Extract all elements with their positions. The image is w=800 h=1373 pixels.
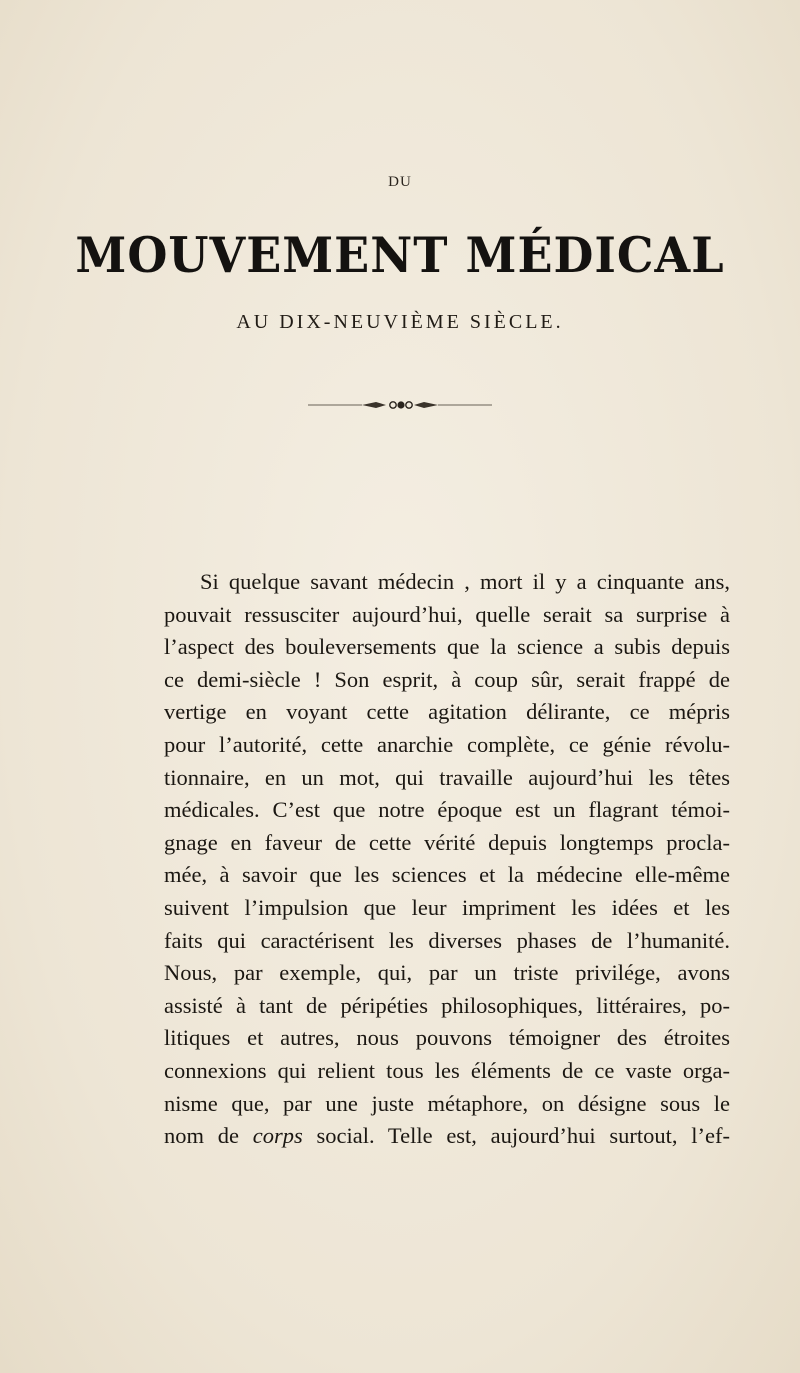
- text-line: Si quelque savant médecin , mort il y a cinquante ans,: [200, 569, 730, 594]
- text-line: Nous, par exemple, qui, par un triste privilége, avons: [164, 960, 730, 986]
- text-line: gnage en faveur de cette vérité depuis longtemps procla-: [164, 829, 730, 855]
- text-line: ce demi-siècle ! Son esprit, à coup sûr, serait frappé de: [164, 666, 730, 692]
- text-line: pour l’autorité, cette anarchie complète, ce génie révolu-: [164, 731, 730, 757]
- text-line: vertige en voyant cette agitation délirante, ce mépris: [164, 699, 730, 725]
- text-line: nisme que, par une juste métaphore, on désigne sous le: [164, 1090, 730, 1116]
- text-line: pouvait ressusciter aujourd’hui, quelle serait sa surprise à: [164, 601, 730, 627]
- italic-word: corps: [252, 1123, 303, 1149]
- text-line: médicales. C’est que notre époque est un flagrant témoi-: [164, 797, 730, 823]
- text-line: faits qui caractérisent les diverses phases de l’humanité.: [164, 927, 730, 953]
- body-paragraph: [164, 566, 730, 1153]
- decorative-rule-ornament-icon: [300, 398, 500, 412]
- text-segment: nom de: [164, 1123, 253, 1149]
- text-line: l’aspect des bouleversements que la science a subis depuis: [164, 634, 730, 660]
- page-subtitle: AU DIX-NEUVIÈME SIÈCLE.: [236, 311, 564, 333]
- text-line: assisté à tant de péripéties philosophiques, littéraires, po-: [164, 992, 730, 1018]
- text-line: tionnaire, en un mot, qui travaille aujourd’hui les têtes: [164, 764, 730, 790]
- text-segment: social. Telle est, aujourd’hui surtout, l’ef-: [302, 1123, 730, 1149]
- text-line: connexions qui relient tous les éléments de ce vaste orga-: [164, 1057, 730, 1083]
- page-title: MOUVEMENT MÉDICAL: [75, 226, 725, 284]
- text-line: suivent l’impulsion que leur impriment les idées et les: [164, 894, 730, 920]
- text-line: mée, à savoir que les sciences et la médecine elle-même: [164, 862, 730, 888]
- title-prefix: DU: [388, 174, 412, 190]
- text-line-last: [164, 1120, 730, 1153]
- text-line: litiques et autres, nous pouvons témoigner des étroites: [164, 1025, 730, 1051]
